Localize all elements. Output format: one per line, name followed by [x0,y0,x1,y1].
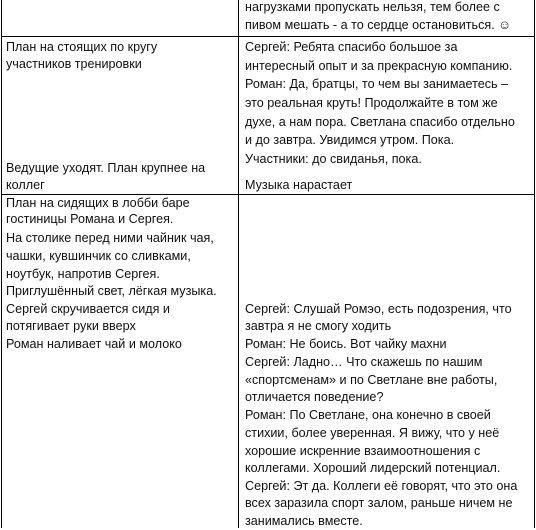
dialogue-line: Участники: до свиданья, пока. [245,152,422,166]
dialogue-line: отличается поведение? [245,390,384,404]
dialogue-line: Роман: Да, братцы, то чем вы занимаетесь – [245,77,509,91]
row-3-left-cell [1,194,238,528]
sound-direction-line: Музыка нарастает [245,178,353,192]
dialogue-line: Сергей: Эт да. Коллеги её говорят, что это она [245,479,518,493]
scene-direction-line: Ведущие уходят. План крупнее на [6,161,206,175]
scene-direction-line: Приглушённый свет, лёгкая музыка. [6,284,217,298]
table-right-border [534,0,535,528]
dialogue-line: занимались вместе. [245,514,363,528]
scene-direction-line: участников тренировки [6,57,142,71]
dialogue-line: Роман: По Светлане, она конечно в своей [245,408,491,422]
row-2-right-cell [238,36,534,194]
scene-direction-line: План на стоящих по кругу [6,40,158,54]
row-1-right-cell [238,0,534,36]
dialogue-line: Сергей: Слушай Ромэо, есть подозрения, что [245,302,512,316]
row-2-left-cell [1,36,238,194]
dialogue-line: нагрузками пропускать нельзя, тем более с [245,0,500,14]
dialogue-line: и до завтра. Увидимся утром. Пока. [245,133,455,147]
dialogue-line: пивом мешать - а то сердце остановиться. ☺ [245,18,512,32]
scene-direction-line: Роман наливает чай и молоко [6,337,182,351]
dialogue-line: духе, а нам пора. Светлана спасибо отдельно [245,115,515,129]
dialogue-line: всех заразила спорт залом, раньше ничем не [245,496,513,510]
dialogue-line: интересный опыт и за прекрасную компанию. [245,59,513,73]
dialogue-line: завтра я не смогу ходить [245,319,392,333]
dialogue-line: Сергей: Ладно… Что скажешь по нашим [245,355,483,369]
scene-direction-line: чашки, кувшинчик со сливками, [6,249,191,263]
dialogue-line: «спортсменам» и по Светлане вне работы, [245,373,498,387]
row-3-right-cell [238,194,534,528]
dialogue-line: Роман: Не боись. Вот чайку махни [245,337,447,351]
dialogue-line: коллегами. Хороший лидерский потенциал. [245,461,501,475]
dialogue-line: это реальная круть! Продолжайте в том же [245,96,498,110]
scene-direction-line: потягивает руки вверх [6,319,136,333]
scene-direction-line: На столике перед ними чайник чая, [6,231,214,245]
scene-direction-line: Сергей скручивается сидя и [6,302,170,316]
scene-direction-line: План на сидящих в лобби баре [6,196,190,210]
dialogue-line: Сергей: Ребята спасибо большое за [245,40,458,54]
dialogue-line: стихии, более уверенная. Я вижу, что у неё [245,426,500,440]
scene-direction-line: ноутбук, напротив Сергея. [6,267,160,281]
dialogue-line: хорошие искренние взаимоотношения с [245,444,481,458]
scene-direction-line: коллег [6,178,45,192]
scene-direction-line: гостиницы Романа и Сергея. [6,212,174,226]
